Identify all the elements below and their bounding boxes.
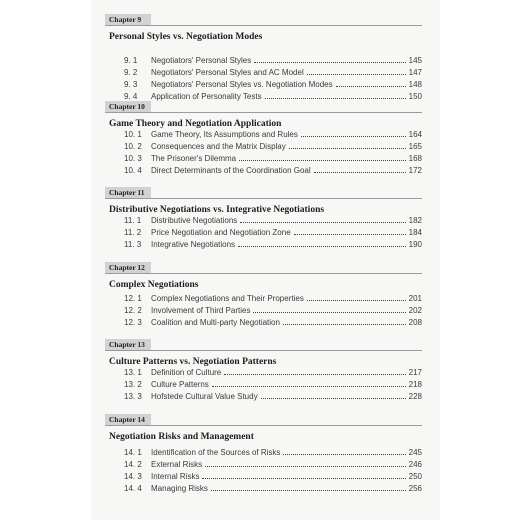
chapter-title: Distributive Negotiations vs. Integrative Negotiations [109,205,325,215]
chapter-tag-label: Chapter 12 [109,263,145,272]
chapter-rule [105,198,422,199]
toc-entry [124,459,422,470]
entry-number: 9. 4 [124,92,138,101]
entry-page: 218 [408,380,422,389]
entry-page: 184 [408,228,422,237]
entry-title: Negotiators' Personal Styles and AC Model [151,68,304,77]
entry-page: 172 [408,166,422,175]
toc-entry [124,317,422,328]
entry-title: Complex Negotiations and Their Properties [151,294,304,303]
entry-number: 9. 1 [124,56,138,65]
dot-leader [261,391,406,399]
entry-title: Application of Personality Tests [151,92,262,101]
dot-leader [239,153,406,161]
dot-leader [224,367,405,375]
entry-title: Negotiators' Personal Styles vs. Negotiation Modes [151,80,333,89]
dot-leader [238,239,406,247]
toc-entry [124,379,422,390]
dot-leader [254,55,405,63]
toc-entry [124,67,422,78]
entry-page: 190 [408,240,422,249]
chapter-tag-label: Chapter 14 [109,415,145,424]
toc-entry [124,79,422,90]
dot-leader [253,305,405,313]
entry-number: 10. 2 [124,142,142,151]
entry-number: 14. 3 [124,472,142,481]
entry-page: 256 [408,484,422,493]
entry-page: 217 [408,368,422,377]
entry-title: Negotiators' Personal Styles [151,56,252,65]
entry-title: Identification of the Sources of Risks [151,448,281,457]
book-page [91,0,440,520]
entry-page: 208 [408,318,422,327]
entry-page: 202 [408,306,422,315]
entry-number: 11. 1 [124,216,142,225]
entry-page: 228 [408,392,422,401]
entry-page: 245 [408,448,422,457]
entry-page: 182 [408,216,422,225]
entry-title: Distributive Negotiations [151,216,238,225]
toc-entry [124,227,422,238]
dot-leader [307,67,406,75]
toc-entry [124,239,422,250]
dot-leader [211,483,406,491]
entry-number: 10. 4 [124,166,142,175]
toc-entry [124,91,422,102]
chapter-rule [105,350,422,351]
chapter-title: Culture Patterns vs. Negotiation Patterns [109,357,277,367]
toc-entry [124,215,422,226]
chapter-title: Negotiation Risks and Management [109,432,254,442]
toc-entry [124,129,422,140]
chapter-title: Game Theory and Negotiation Application [109,119,282,129]
entry-page: 165 [408,142,422,151]
chapter-rule [105,425,422,426]
entry-number: 10. 3 [124,154,142,163]
dot-leader [212,379,406,387]
entry-title: Involvement of Third Parties [151,306,251,315]
entry-title: Definition of Culture [151,368,222,377]
toc-entry [124,55,422,66]
entry-number: 11. 3 [124,240,142,249]
entry-title: Game Theory, Its Assumptions and Rules [151,130,298,139]
toc-entry [124,153,422,164]
dot-leader [202,471,405,479]
toc-entry [124,293,422,304]
entry-number: 13. 1 [124,368,142,377]
chapter-rule [105,273,422,274]
entry-number: 11. 2 [124,228,142,237]
entry-number: 13. 2 [124,380,142,389]
entry-page: 201 [408,294,422,303]
entry-page: 148 [408,80,422,89]
entry-page: 250 [408,472,422,481]
chapter-title: Personal Styles vs. Negotiation Modes [109,32,263,42]
entry-number: 12. 3 [124,318,142,327]
dot-leader [240,215,405,223]
toc-entry [124,391,422,402]
entry-title: Direct Determinants of the Coordination Goal [151,166,311,175]
dot-leader [283,447,405,455]
entry-title: Internal Risks [151,472,200,481]
chapter-rule [105,112,422,113]
entry-page: 150 [408,92,422,101]
toc-entry [124,483,422,494]
entry-page: 147 [408,68,422,77]
entry-title: Consequences and the Matrix Display [151,142,286,151]
chapter-tag-label: Chapter 10 [109,102,145,111]
entry-title: Managing Risks [151,484,208,493]
dot-leader [294,227,406,235]
entry-number: 12. 1 [124,294,142,303]
dot-leader [336,79,406,87]
chapter-rule [105,25,422,26]
entry-page: 145 [408,56,422,65]
dot-leader [283,317,406,325]
entry-title: Price Negotiation and Negotiation Zone [151,228,291,237]
entry-number: 12. 2 [124,306,142,315]
entry-title: Culture Patterns [151,380,209,389]
entry-number: 14. 2 [124,460,142,469]
toc-entry [124,367,422,378]
toc-entry [124,447,422,458]
chapter-title: Complex Negotiations [109,280,199,290]
entry-title: Coalition and Multi-party Negotiation [151,318,280,327]
entry-title: The Prisoner's Dilemma [151,154,237,163]
dot-leader [205,459,406,467]
entry-number: 9. 3 [124,80,138,89]
entry-number: 14. 1 [124,448,142,457]
chapter-tag-label: Chapter 13 [109,340,145,349]
entry-page: 164 [408,130,422,139]
entry-page: 246 [408,460,422,469]
dot-leader [301,129,406,137]
entry-title: Integrative Negotiations [151,240,236,249]
entry-number: 13. 3 [124,392,142,401]
dot-leader [314,165,406,173]
toc-entry [124,305,422,316]
chapter-tag-label: Chapter 9 [109,15,142,24]
entry-title: External Risks [151,460,203,469]
entry-number: 14. 4 [124,484,142,493]
dot-leader [289,141,406,149]
chapter-tag-label: Chapter 11 [109,188,145,197]
toc-entry [124,141,422,152]
toc-entry [124,165,422,176]
entry-number: 9. 2 [124,68,138,77]
dot-leader [265,91,406,99]
dot-leader [307,293,406,301]
entry-title: Hofstede Cultural Value Study [151,392,258,401]
entry-number: 10. 1 [124,130,142,139]
toc-entry [124,471,422,482]
entry-page: 168 [408,154,422,163]
